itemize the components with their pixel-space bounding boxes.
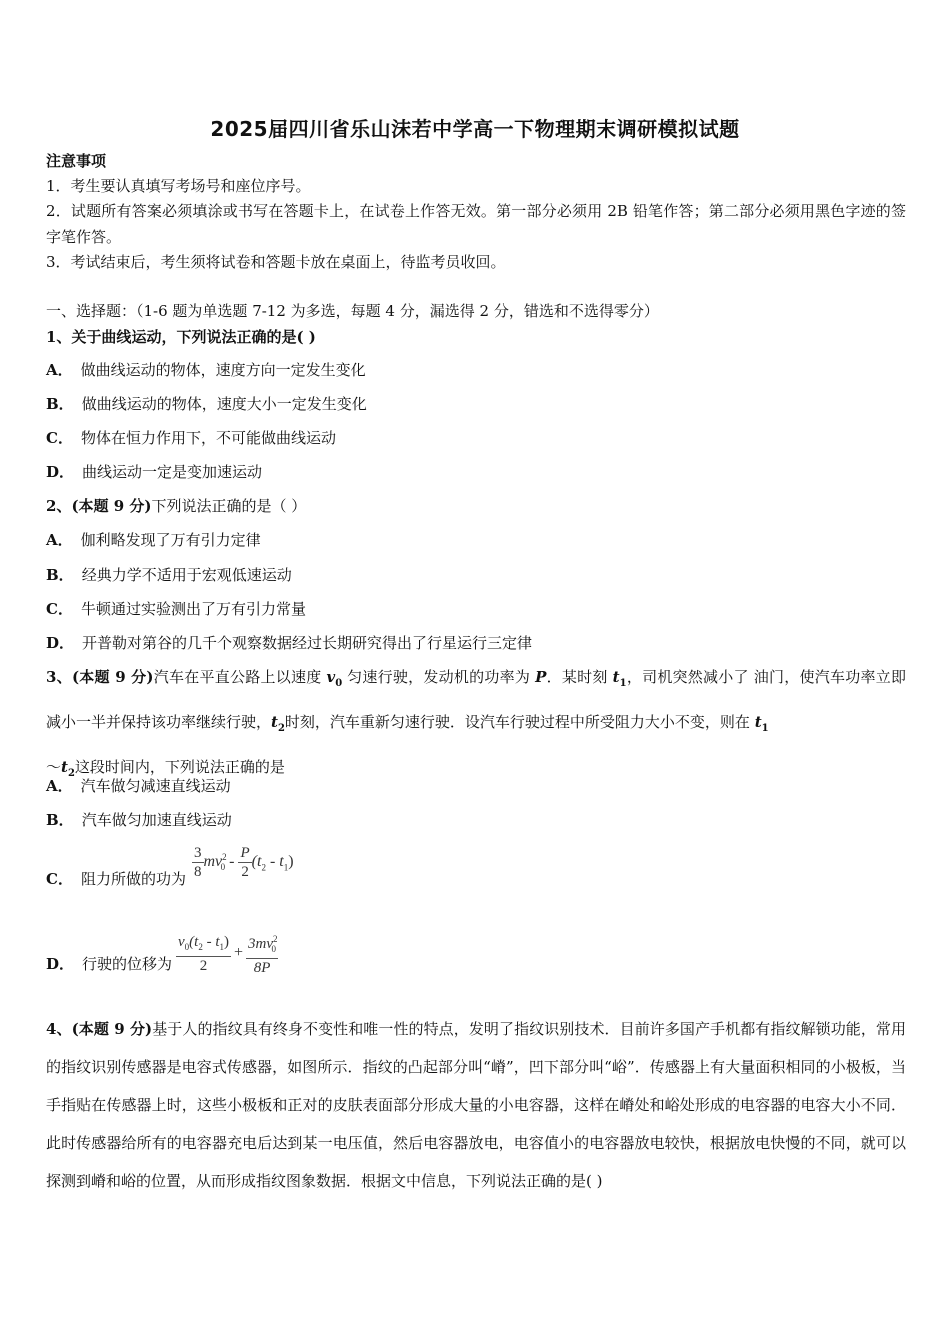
section-heading: 一、选择题：（1-6 题为单选题 7-12 为多选，每题 4 分，漏选得 2 分，错选和不选得零分） xyxy=(46,302,659,320)
q3-text: ．某时刻 xyxy=(546,668,613,686)
notice-item-3: 3．考试结束后，考生须将试卷和答题卡放在桌面上，待监考员收回。 xyxy=(46,253,506,271)
option-letter: B． xyxy=(46,566,74,584)
term: 3mv xyxy=(248,936,274,952)
q2-option-c xyxy=(46,599,306,619)
formula-d xyxy=(176,930,278,977)
term: - t xyxy=(265,853,284,871)
option-text: 物体在恒力作用下，不可能做曲线运动 xyxy=(80,429,336,447)
option-text: 汽车做匀减速直线运动 xyxy=(80,777,231,795)
var-v: v xyxy=(326,668,336,686)
q2-number: 2、 xyxy=(46,497,72,515)
notice-item-1: 1．考生要认真填写考场号和座位序号。 xyxy=(46,177,311,195)
term: (t xyxy=(189,933,199,950)
operator: + xyxy=(234,944,244,962)
superscript: 2 xyxy=(222,851,227,862)
notice-item-2: 2．试题所有答案必须填涂或书写在答题卡上，在试卷上作答无效。第一部分必须用 2B 铅笔作答；第二部分必须用黑色字迹的签字笔作答。 xyxy=(46,202,906,246)
option-text: 汽车做匀加速直线运动 xyxy=(81,811,232,829)
denominator: 8 xyxy=(194,864,202,880)
q3-option-d xyxy=(46,954,172,974)
q2-score: (本题 9 分) xyxy=(71,497,152,515)
q3-option-a xyxy=(46,776,231,796)
option-letter: C． xyxy=(46,600,73,618)
q1-stem: 1、关于曲线运动，下列说法正确的是( ) xyxy=(46,328,316,346)
option-text: 开普勒对第谷的几千个观察数据经过长期研究得出了行星运行三定律 xyxy=(82,634,533,652)
numerator xyxy=(176,933,231,957)
q4-number: 4、 xyxy=(46,1020,72,1038)
term: (t xyxy=(251,853,262,871)
fraction xyxy=(192,844,204,881)
q4-text: 基于人的指纹具有终身不变性和唯一性的特点，发明了指纹识别技术．目前许多国产手机都有指纹解锁功能，常用的指纹识别传感器是电容式传感器，如图所示．指纹的凸起部分叫“嵴”，凹下部分叫“峪”．传感器上有大量面积相同的小极板，当手指贴在传感器上时，这些小极板和正对的皮肤表面部分形成大量的小电容器，这样在嵴处和峪处形成的电容器的电容大小不同．此时传感器给所有的电容器充电后达到某一电压值，然后电容器放电，电容值小的电容器放电较快，根据放电快慢的不同，就可以探测到嵴和峪的位置，从而形成指纹图象数据．根据文中信息，下列说法正确的是( ) xyxy=(46,1020,906,1190)
q2-option-d xyxy=(46,633,532,653)
q3-text: ，司机突然减小了 油门，使汽车功率立即减小一半并保持该功率继续行驶， xyxy=(46,668,907,731)
option-text: 做曲线运动的物体，速度方向一定发生变化 xyxy=(80,361,366,379)
numerator xyxy=(246,930,278,959)
option-text: 做曲线运动的物体，速度大小一定发生变化 xyxy=(81,395,367,413)
q3-number: 3、 xyxy=(46,668,72,686)
subscript: 0 xyxy=(220,862,226,873)
option-letter: A． xyxy=(46,531,73,549)
q2-option-a xyxy=(46,530,261,550)
term: mv xyxy=(203,853,223,871)
var-t: t xyxy=(612,668,620,686)
q3-text: ～ xyxy=(46,758,62,776)
q1-option-b xyxy=(46,394,367,414)
option-letter: A． xyxy=(46,777,73,795)
q3-text: 这段时间内，下列说法正确的是 xyxy=(74,758,285,776)
q3-text: 时刻，汽车重新匀速行驶．设汽车行驶过程中所受阻力大小不变，则在 xyxy=(284,713,755,731)
denominator: 8P xyxy=(253,960,271,976)
denominator: 2 xyxy=(241,864,249,880)
subscript: 2 xyxy=(261,862,266,873)
option-letter: D． xyxy=(46,463,75,481)
option-letter: C． xyxy=(46,429,73,447)
denominator: 2 xyxy=(199,957,208,974)
sub-1: 1 xyxy=(619,678,627,689)
option-text: 曲线运动一定是变加速运动 xyxy=(82,463,263,481)
q3-stem xyxy=(46,658,906,793)
option-letter: A． xyxy=(46,361,73,379)
q1-option-c xyxy=(46,428,336,448)
subscript: 1 xyxy=(219,941,225,952)
option-letter: B． xyxy=(46,395,74,413)
term: - t xyxy=(202,933,220,950)
option-letter: D． xyxy=(46,634,75,652)
term: ) xyxy=(224,933,230,950)
option-text: 经典力学不适用于宏观低速运动 xyxy=(81,566,292,584)
var-t: t xyxy=(754,713,762,731)
q1-option-d xyxy=(46,462,262,482)
q2-stem xyxy=(46,496,306,516)
fraction xyxy=(238,844,251,881)
q3-score: (本题 9 分) xyxy=(71,668,154,686)
option-text: 伽利略发现了万有引力定律 xyxy=(80,531,261,549)
sub-0: 0 xyxy=(335,678,343,689)
q3-text: 汽车在平直公路上以速度 xyxy=(153,668,327,686)
q3-option-b xyxy=(46,810,232,830)
option-text: 牛顿通过实验测出了万有引力常量 xyxy=(80,600,306,618)
superscript: 2 xyxy=(273,934,278,944)
term: v xyxy=(178,933,185,950)
q4-stem xyxy=(46,1010,906,1200)
numerator: 3 xyxy=(194,845,202,861)
subscript: 0 xyxy=(271,944,277,954)
fraction xyxy=(176,933,231,975)
var-t: t xyxy=(271,713,278,731)
term: ) xyxy=(288,853,294,871)
option-letter: D． xyxy=(46,955,75,973)
fraction xyxy=(246,930,278,977)
subscript: 2 xyxy=(198,941,203,952)
q4-score: (本题 9 分) xyxy=(71,1020,153,1038)
q2-option-b xyxy=(46,565,292,585)
formula-c xyxy=(192,844,294,881)
q1-option-a xyxy=(46,360,366,380)
q2-text: 下列说法正确的是（ ） xyxy=(151,497,307,515)
option-letter: B． xyxy=(46,811,74,829)
q3-option-c xyxy=(46,869,186,889)
subscript: 1 xyxy=(283,862,289,873)
var-p: P xyxy=(535,668,547,686)
sub-1: 1 xyxy=(761,723,769,734)
sub-2: 2 xyxy=(277,723,285,734)
q3-text: 匀速行驶，发动机的功率为 xyxy=(342,668,536,686)
option-text: 行驶的位移为 xyxy=(82,955,173,973)
option-text: 阻力所做的功为 xyxy=(80,870,186,888)
operator: - xyxy=(225,853,239,871)
numerator: P xyxy=(240,845,250,861)
subscript: 0 xyxy=(184,941,190,952)
notice-heading: 注意事项 xyxy=(46,152,107,170)
page-title: 2025届四川省乐山沫若中学高一下物理期末调研模拟试题 xyxy=(210,117,740,141)
sub-2: 2 xyxy=(67,768,75,779)
var-t: t xyxy=(61,758,68,776)
option-letter: C． xyxy=(46,870,73,888)
